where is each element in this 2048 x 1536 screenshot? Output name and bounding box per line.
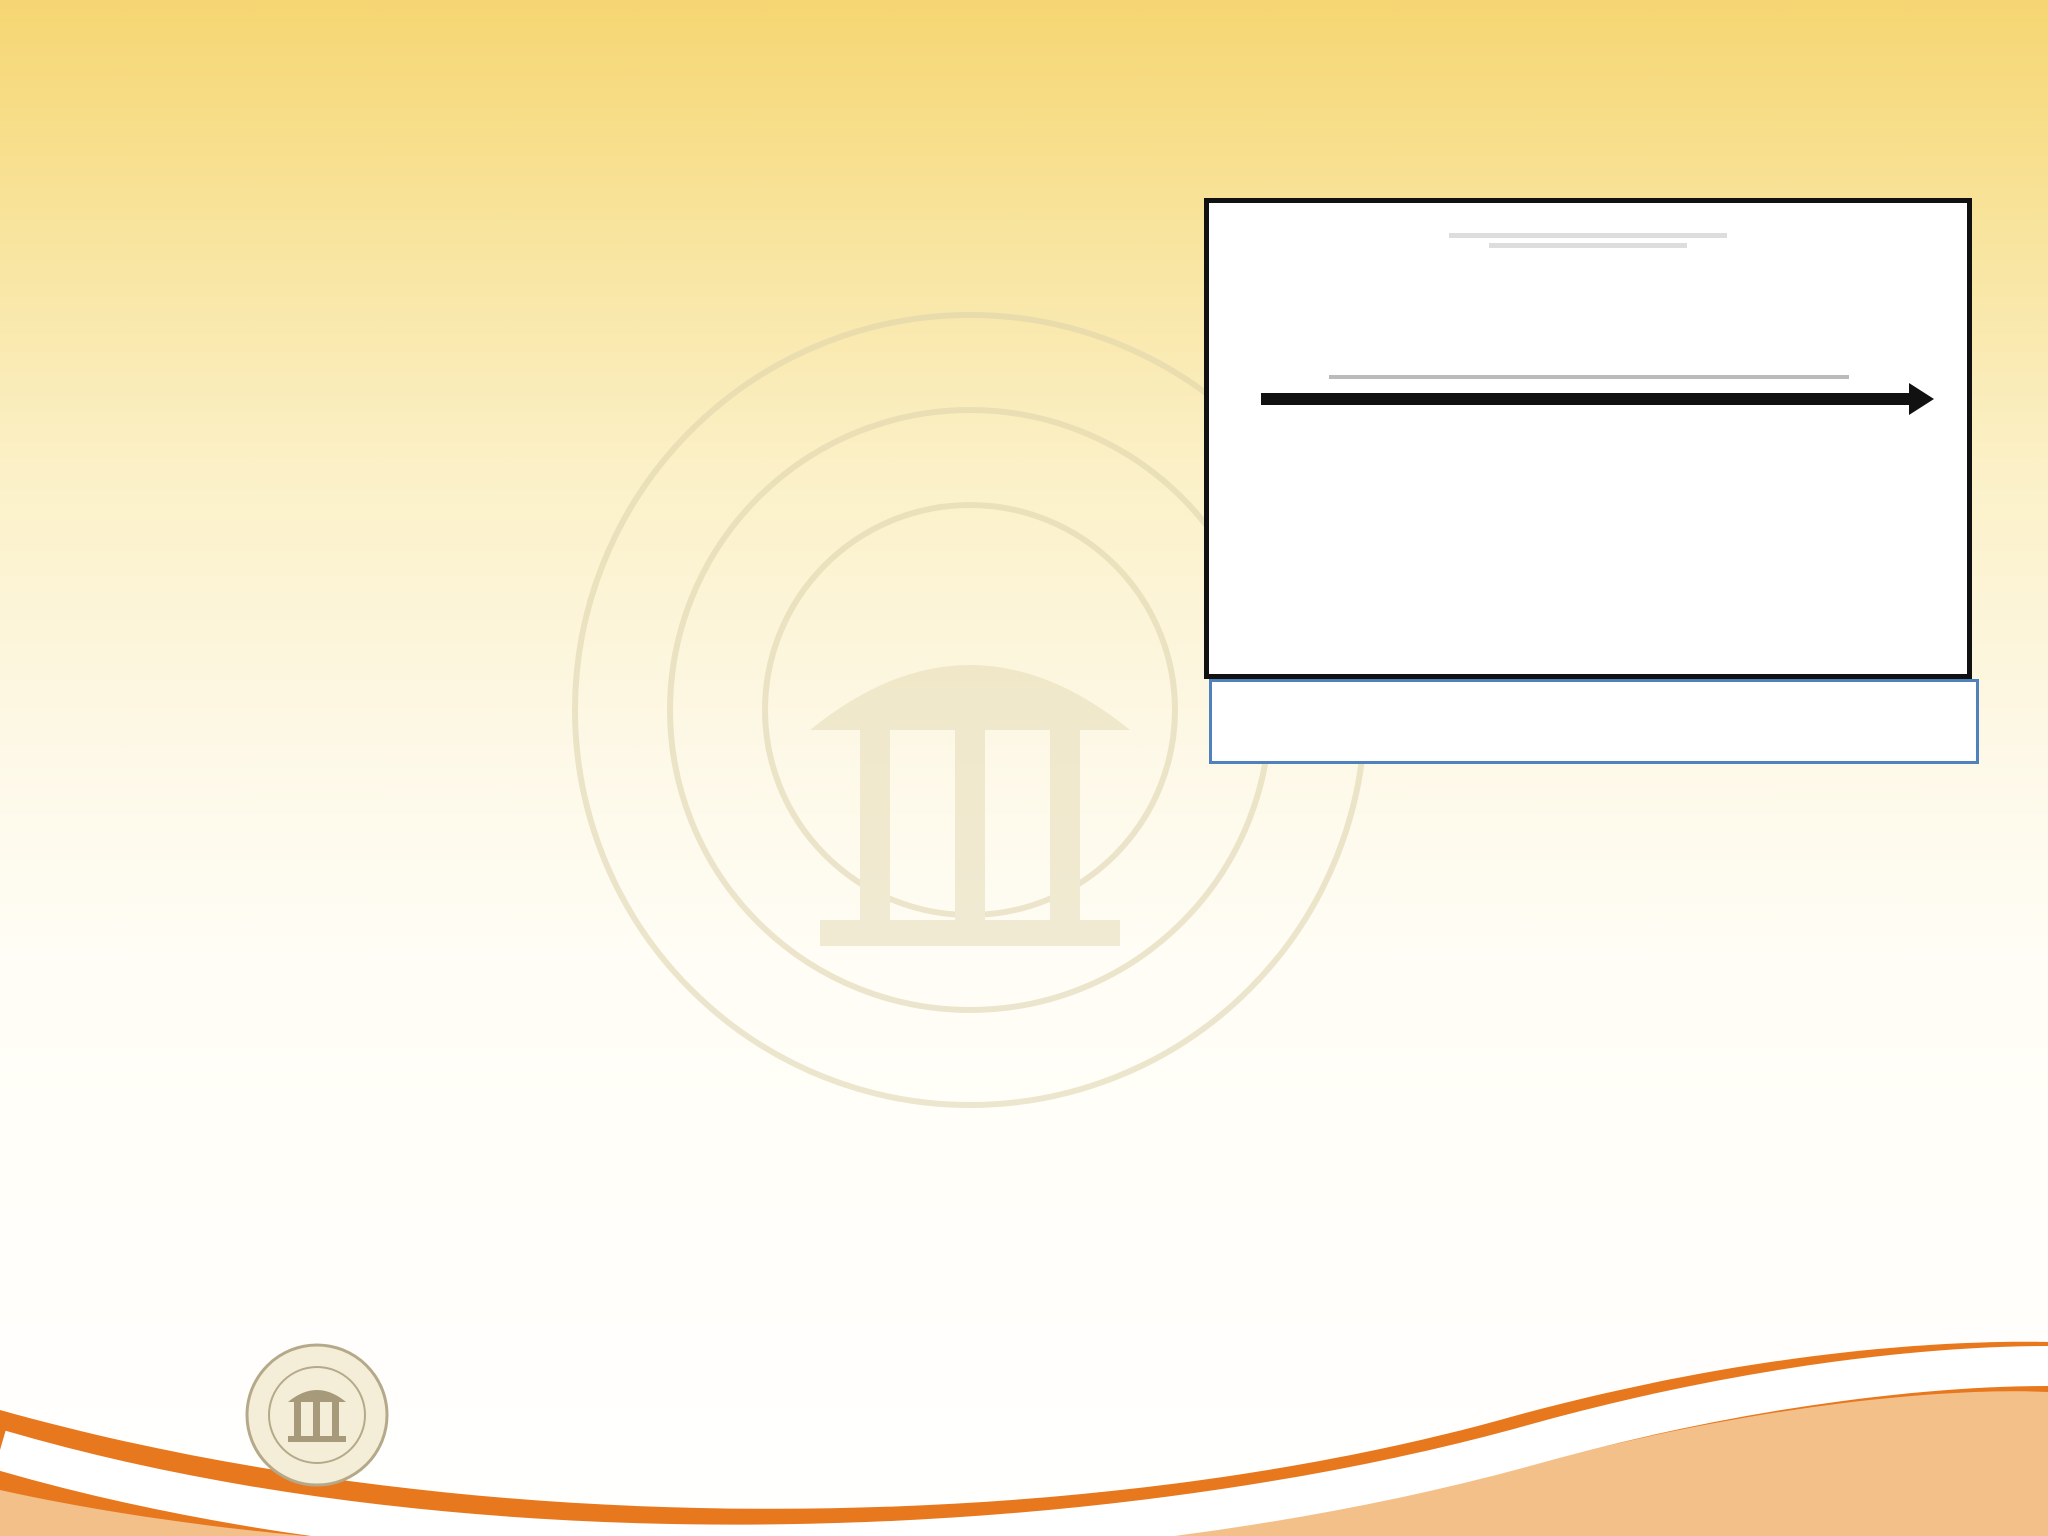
trajectory-document-image: [1204, 198, 1972, 679]
department-seal-logo: [242, 1340, 392, 1490]
doc-arrow-shaft: [1261, 393, 1909, 405]
trajectory-document: [1209, 203, 1967, 674]
doc-arrow-note: [1329, 375, 1849, 379]
caption-box: [1209, 679, 1979, 764]
doc-arrow-head: [1909, 383, 1934, 415]
doc-subheader-2: [1489, 243, 1687, 248]
doc-subheader: [1449, 233, 1727, 238]
